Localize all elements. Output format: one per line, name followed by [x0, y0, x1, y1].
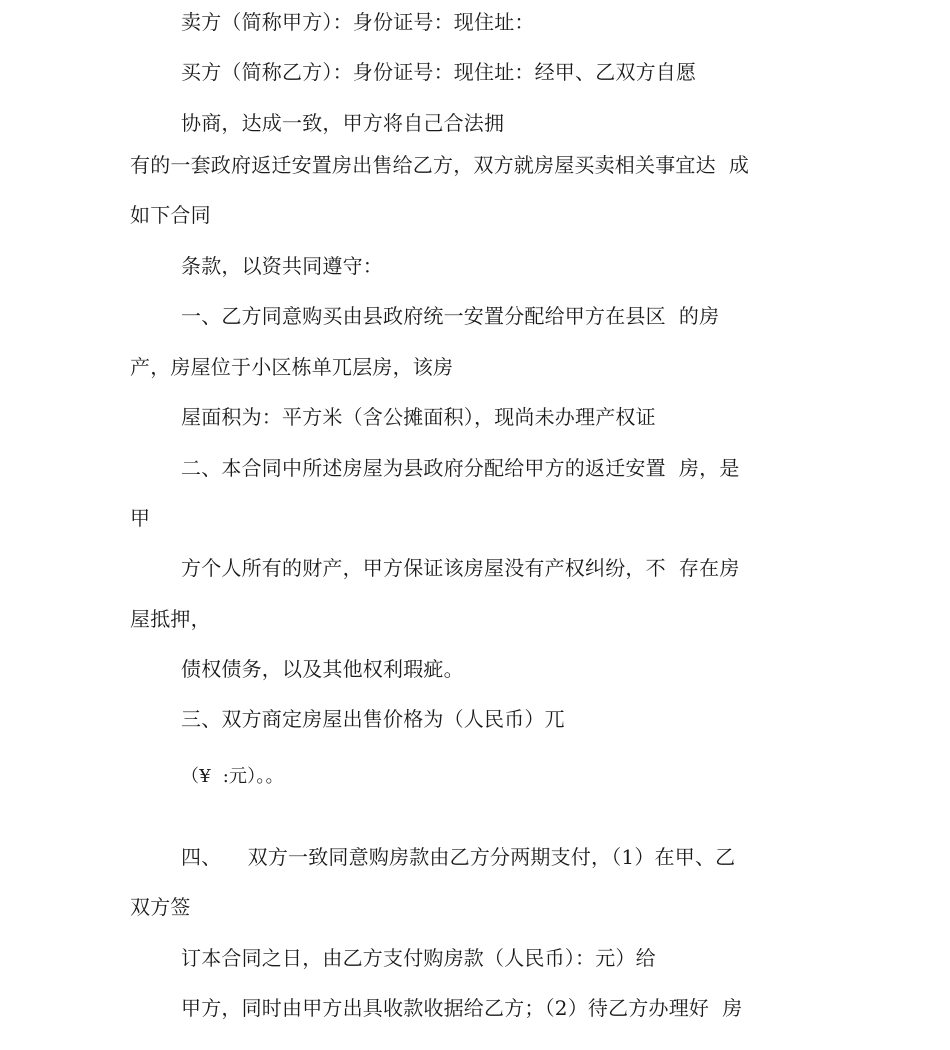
- text-line-3: 协商，达成一致，甲方将自己合法拥: [181, 111, 505, 135]
- text-line-4: 有的一套政府返迁安置房出售给乙方，双方就房屋买卖相关事宜达 成: [130, 153, 750, 177]
- text-line-13: 屋抵押，: [130, 607, 211, 631]
- text-line-5: 如下合同: [130, 203, 211, 227]
- clause-1-line: 一、乙方同意购买由县政府统一安置分配给甲方在县区 的房: [181, 304, 720, 328]
- text-line-19: 订本合同之日，由乙方支付购房款（人民币）：元）给: [181, 946, 656, 970]
- clause-2-line: 二、本合同中所述房屋为县政府分配给甲方的返迁安置 房，是: [181, 456, 740, 480]
- text-line-6: 条款，以资共同遵守：: [181, 254, 383, 278]
- seller-line: 卖方（简称甲方）：身份证号：现住址：: [181, 10, 535, 34]
- text-line-11: 甲: [130, 506, 151, 530]
- clause-3-line: 三、双方商定房屋出售价格为（人民币）兀: [181, 707, 565, 731]
- text-line-20: 甲方，同时由甲方出具收款收据给乙方；（2）待乙方办理好 房: [181, 996, 743, 1020]
- price-line: （¥ :元）。。: [181, 766, 284, 787]
- text-line-9: 屋面积为：平方米（含公摊面积），现尚未办理产权证: [181, 405, 656, 429]
- text-line-12: 方个人所有的财产，甲方保证该房屋没有产权纠纷，不 存在房: [181, 556, 740, 580]
- text-line-18: 双方签: [130, 895, 191, 919]
- text-line-14: 债权债务，以及其他权利瑕疵。: [181, 657, 464, 681]
- text-line-8: 产，房屋位于小区栋单兀层房，该房: [130, 355, 454, 379]
- buyer-line: 买方（简称乙方）：身份证号：现住址：经甲、乙双方自愿: [181, 60, 697, 84]
- clause-4-line: 四、 双方一致同意购房款由乙方分两期支付，（1）在甲、乙: [181, 845, 736, 869]
